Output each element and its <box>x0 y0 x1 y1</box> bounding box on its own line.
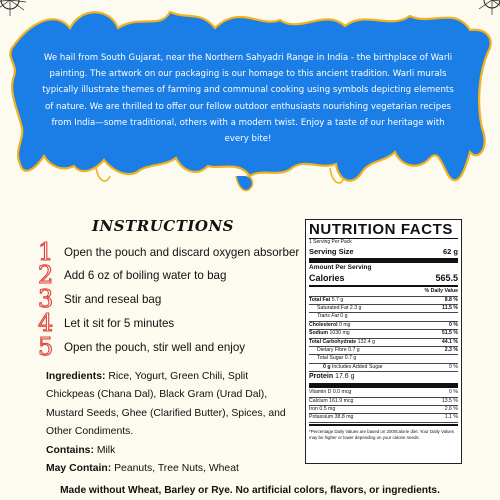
allergen-footer-text: Made without Wheat, Barley or Rye. No artificial colors, flavors, or ingredients. <box>60 485 440 496</box>
step-number: 4 <box>38 309 54 337</box>
nutrient-amount: 5.7 g <box>331 296 344 303</box>
nutrient-row <box>309 355 458 363</box>
mineral-dv: 13.5 % <box>441 397 458 404</box>
nutrient-amount: 0 g <box>340 313 348 320</box>
calories-label: Calories <box>309 272 345 283</box>
servings-per-pack: 1 Serving Per Pack <box>309 238 352 245</box>
protein-label: Protein <box>309 373 334 381</box>
mineral-row <box>309 406 458 414</box>
mineral-amount: 38.8 mg <box>334 414 354 421</box>
ingredients-label: Ingredients: <box>46 371 106 382</box>
mineral-label: Potassium <box>309 414 334 421</box>
step-text: Open the pouch and discard oxygen absorber <box>64 245 300 259</box>
mineral-label: Iron <box>309 406 318 413</box>
nutrition-title: NUTRITION FACTS <box>309 221 453 238</box>
step-number: 3 <box>38 285 54 313</box>
ingredients-block <box>46 368 291 478</box>
nutrient-label: Saturated Fat <box>317 305 349 311</box>
mineral-dv: 2.6 % <box>444 406 458 413</box>
ingredients-text: Rice, Yogurt, Green Chili, Split Chickpeas (Chana Dal), Black Gram (Urad Dal), Mustard Seeds, Ghee (Clarified Butter), Spices, and Other Condiments. <box>46 371 286 438</box>
nutrient-label: 0 g <box>323 363 331 370</box>
contains-line <box>46 442 291 460</box>
instruction-step <box>38 335 245 359</box>
may-contain-label: May Contain: <box>46 463 112 475</box>
daily-value-header <box>309 288 458 296</box>
mineral-label: Vitamin D <box>309 389 332 396</box>
mineral-amount: 0.0 mcg <box>332 389 352 396</box>
mineral-row <box>309 389 458 397</box>
nutrient-dv: 44.1 % <box>441 338 458 345</box>
nutrient-amount: 132.4 g <box>357 338 375 345</box>
warli-sun-icon <box>0 0 30 18</box>
amount-per-serving-label: Amount Per Serving <box>309 263 372 271</box>
nutrient-dv: 0 % <box>449 321 458 328</box>
mineral-dv: 1.1 % <box>444 414 458 421</box>
nutrient-row <box>309 297 458 305</box>
daily-value-header-text: % Daily Value <box>424 288 458 295</box>
mineral-amount: 161.9 mcg <box>329 397 354 404</box>
nutrient-label: Cholesterol <box>309 321 338 328</box>
nutrient-amount: 0.7 g <box>348 347 360 354</box>
protein-row <box>309 372 458 382</box>
instruction-step <box>38 311 174 335</box>
nutrient-dv: 11.5 % <box>442 305 458 311</box>
contains-text: Milk <box>96 444 116 456</box>
protein-amount: 17.6 g <box>335 373 355 381</box>
nutrient-amount: 1030 mg <box>329 330 350 337</box>
nutrient-label: Total Carbohydrate <box>309 338 357 345</box>
nutrient-amount: Includes Added Sugar <box>331 363 383 370</box>
step-number: 5 <box>38 333 54 361</box>
mineral-row <box>309 398 458 406</box>
nutrient-label: Sodium <box>309 330 329 337</box>
step-text: Let it sit for 5 minutes <box>64 316 175 330</box>
nutrient-row <box>309 347 458 355</box>
calories-row <box>309 272 458 284</box>
serving-size-value: 62 g <box>442 246 458 256</box>
instruction-step <box>38 287 161 311</box>
warli-sun-icon <box>472 0 500 16</box>
nutrient-label: Total Sugar <box>317 355 344 362</box>
step-text: Open the pouch, stir well and enjoy <box>64 340 246 354</box>
nutrient-row <box>309 322 458 330</box>
serving-size-row <box>309 246 458 257</box>
may-contain-text: Peanuts, Tree Nuts, Wheat <box>114 463 239 475</box>
nutrient-row <box>309 364 458 372</box>
nutrient-amount: 0 mg <box>339 321 351 328</box>
nutrient-row <box>309 330 458 338</box>
nutrient-label: Total Fat <box>309 296 331 303</box>
ingredients-line <box>46 368 291 442</box>
instruction-step <box>38 263 226 287</box>
nutrient-row <box>309 339 458 347</box>
nutrient-row <box>309 313 458 321</box>
step-number: 1 <box>38 238 54 266</box>
mineral-amount: 0.5 mg <box>319 406 336 413</box>
nutrient-dv: 8.8 % <box>444 296 458 303</box>
nutrient-dv: 51.5 % <box>441 330 458 337</box>
nutrient-row <box>309 305 458 313</box>
nutrient-amount: 0.7 g <box>344 355 357 362</box>
serving-size-label: Serving Size <box>309 246 354 256</box>
instruction-step <box>38 240 299 264</box>
nutrient-dv: 0 % <box>449 363 458 370</box>
step-number: 2 <box>38 261 54 289</box>
nutrient-label: Trans Fat <box>317 313 339 320</box>
nutrient-dv: 2.3 % <box>444 347 458 354</box>
nutrient-amount: 2.3 g <box>349 305 362 311</box>
step-text: Add 6 oz of boiling water to bag <box>64 268 227 282</box>
contains-label: Contains: <box>46 444 94 456</box>
nutrition-facts-panel <box>305 219 462 464</box>
step-text: Stir and reseal bag <box>64 292 162 306</box>
mineral-dv: 0 % <box>449 389 458 396</box>
mineral-label: Calcium <box>309 397 328 404</box>
brand-story-text: We hail from South Gujarat, near the Northern Sahyadri Range in India - the birthplace of Warli painting. The artwork on our packaging is our homage to this ancient tradition. Warli murals typically illustrate themes of farming and communal cooking using symbols depicting elements of nature. We are thrilled to offer our fellow outdoor enthusiasts nourishing vegetarian recipes from India—some traditional, others with a modern twist. Enjoy a taste of our heritage with every bite! <box>42 53 454 145</box>
mineral-row <box>309 414 458 422</box>
nutrient-label: Dietary Fibre <box>317 347 347 354</box>
may-contain-line <box>46 460 291 478</box>
calories-value: 565.5 <box>435 272 458 283</box>
instructions-title: INSTRUCTIONS <box>92 217 234 235</box>
daily-value-footnote: *Percentage Daily Values are based on 2000calorie diet. Your Daily Values may be higher or lower depending on your calorie needs. <box>309 429 455 440</box>
